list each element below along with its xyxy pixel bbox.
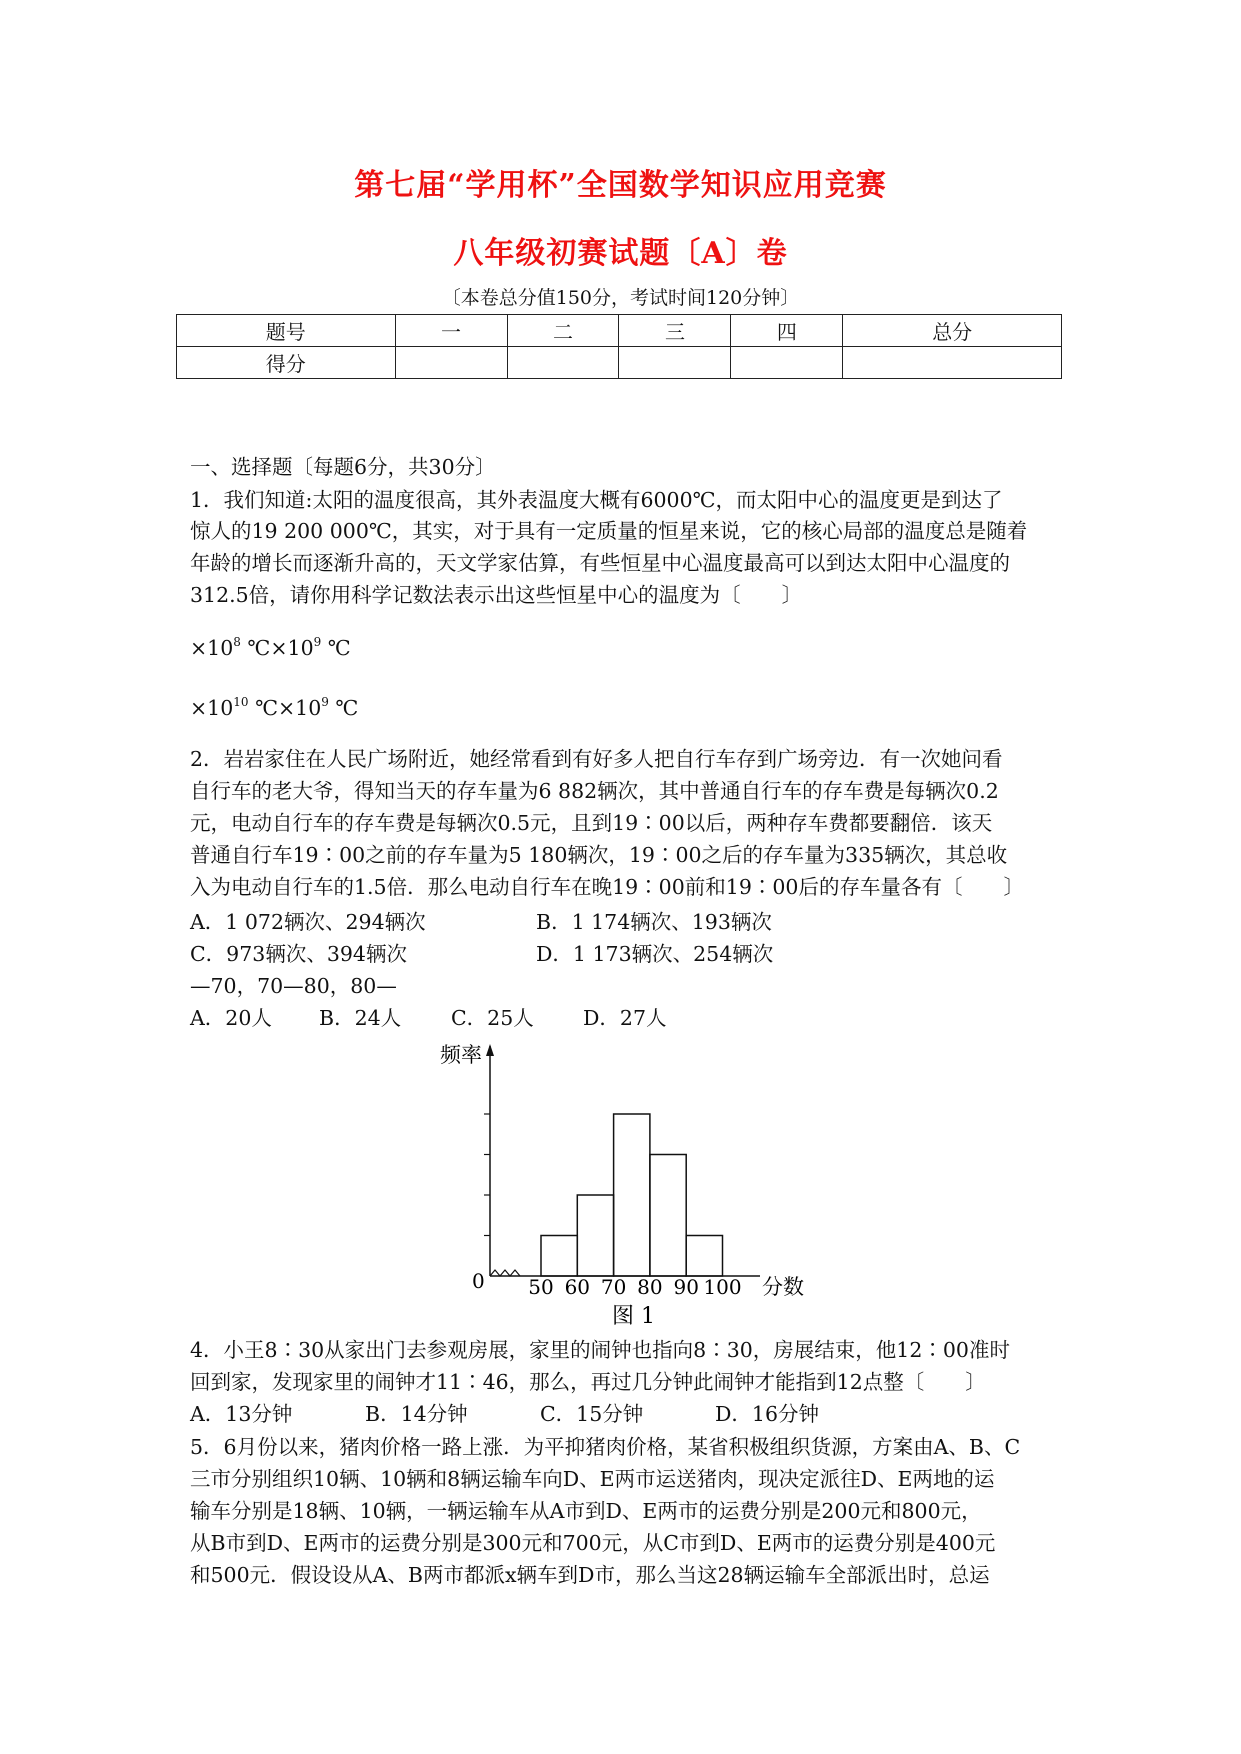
q1-opt-c-base: ×10 <box>190 696 234 720</box>
q5-line: 和500元．假设设从A、B两市都派x辆车到D市，那么当这28辆运输车全部派出时，总运 <box>190 1563 990 1587</box>
score-cell: 二 <box>507 315 619 347</box>
q4-option-c: C．15分钟 <box>540 1402 644 1426</box>
x-tick-label: 70 <box>600 1275 627 1299</box>
axis-break-mark <box>490 1270 520 1276</box>
section-heading: 一、选择题〔每题6分，共30分〕 <box>190 455 496 479</box>
q5-line: 三市分别组织10辆、10辆和8辆运输车向D、E两市运送猪肉，现决定派往D、E两地的运 <box>190 1467 995 1491</box>
histogram-bar <box>650 1155 686 1277</box>
q3-option-d: D．27人 <box>583 1006 667 1030</box>
q1-opt-a-exponent: 8 <box>233 635 241 649</box>
q4-line: 4．小王8∶30从家出门去参观房展，家里的闹钟也指向8∶30，房展结束，他12∶00准时 <box>190 1338 1010 1362</box>
q4-option-b: B．14分钟 <box>365 1402 468 1426</box>
q3-option-b: B．24人 <box>319 1006 402 1030</box>
figure-caption: 图 1 <box>612 1304 655 1329</box>
q1-opt-a-base: ×10 <box>190 636 234 660</box>
q5-line: 从B市到D、E两市的运费分别是300元和700元，从C市到D、E两市的运费分别是400元 <box>190 1531 996 1555</box>
score-cell: 一 <box>395 315 507 347</box>
histogram-bar <box>614 1114 650 1276</box>
q4-option-a: A．13分钟 <box>190 1402 293 1426</box>
x-tick-label: 100 <box>703 1275 742 1299</box>
score-cell: 总分 <box>843 315 1062 347</box>
q1-opt-unit: ℃ <box>328 696 359 720</box>
y-axis-arrow <box>486 1044 494 1056</box>
histogram-bar <box>686 1236 722 1277</box>
score-cell: 题号 <box>177 315 396 347</box>
q5-line: 输车分别是18辆、10辆，一辆运输车从A市到D、E两市的运费分别是200元和800元， <box>190 1499 982 1523</box>
histogram-bar <box>577 1195 613 1276</box>
x-tick-label: 50 <box>528 1275 554 1299</box>
q1-opt-c-exponent: 10 <box>233 695 249 709</box>
q1-opt-unit: ℃ <box>321 636 351 660</box>
q1-opt-d-exponent: 9 <box>321 695 329 709</box>
q2-option-c: C．973辆次、394辆次 <box>190 942 407 966</box>
q1-line: 312.5倍，请你用科学记数法表示出这些恒星中心的温度为〔 〕 <box>190 583 803 607</box>
exam-title: 第七届“学用杯”全国数学知识应用竞赛 <box>354 168 887 203</box>
q3-option-a: A．20人 <box>190 1006 272 1030</box>
y-axis-label: 频率 <box>440 1043 482 1067</box>
score-cell: 四 <box>731 315 843 347</box>
q2-line: 元，电动自行车的存车费是每辆次0.5元，且到19∶00以后，两种存车费都要翻倍．该天 <box>190 811 993 835</box>
q1-opt-b-base: ℃×10 <box>240 636 314 660</box>
q3-fragment: —70，70—80，80— <box>190 974 397 998</box>
q3-option-c: C．25人 <box>451 1006 534 1030</box>
x-tick-label: 80 <box>637 1275 663 1299</box>
q2-line: 入为电动自行车的1.5倍．那么电动自行车在晚19∶00前和19∶00后的存车量各有〔 〕 <box>190 875 1024 899</box>
exam-note: 〔本卷总分值150分，考试时间120分钟〕 <box>441 287 800 309</box>
x-tick-label: 90 <box>673 1275 699 1299</box>
q2-line: 普通自行车19∶00之前的存车量为5 180辆次，19∶00之后的存车量为335辆次，其总收 <box>190 843 1008 867</box>
q5-line: 5．6月份以来，猪肉价格一路上涨．为平抑猪肉价格，某省积极组织货源，方案由A、B、C <box>190 1435 1021 1459</box>
q2-option-b: B．1 174辆次、193辆次 <box>536 910 772 934</box>
x-axis-label: 分数 <box>762 1275 804 1299</box>
q4-line: 回到家，发现家里的闹钟才11∶46，那么，再过几分钟此闹钟才能指到12点整〔 〕 <box>190 1370 986 1394</box>
q1-opt-d-base: ℃×10 <box>248 696 322 720</box>
q2-line: 2．岩岩家住在人民广场附近，她经常看到有好多人把自行车存到广场旁边．有一次她问看 <box>190 747 1003 771</box>
q1-opt-b-exponent: 9 <box>313 635 322 649</box>
q1-line: 年龄的增长而逐渐升高的，天文学家估算，有些恒星中心温度最高可以到达太阳中心温度的 <box>190 551 1010 575</box>
q1-line: 1．我们知道:太阳的温度很高，其外表温度大概有6000℃，而太阳中心的温度更是到达了 <box>190 488 1003 512</box>
exam-subtitle: 八年级初赛试题〔A〕卷 <box>453 236 788 271</box>
q2-option-d: D．1 173辆次、254辆次 <box>536 942 774 966</box>
score-cell: 三 <box>619 315 731 347</box>
q2-option-a: A．1 072辆次、294辆次 <box>190 910 426 934</box>
origin-label: 0 <box>472 1269 485 1293</box>
x-tick-label: 60 <box>564 1275 591 1299</box>
q4-option-d: D．16分钟 <box>715 1402 820 1426</box>
histogram-bar <box>541 1236 577 1277</box>
q2-line: 自行车的老大爷，得知当天的存车量为6 882辆次，其中普通自行车的存车费是每辆次0.2 <box>190 779 999 803</box>
q1-line: 惊人的19 200 000℃，其实，对于具有一定质量的恒星来说，它的核心局部的温度总是随着 <box>190 519 1028 543</box>
score-cell: 得分 <box>177 347 396 379</box>
